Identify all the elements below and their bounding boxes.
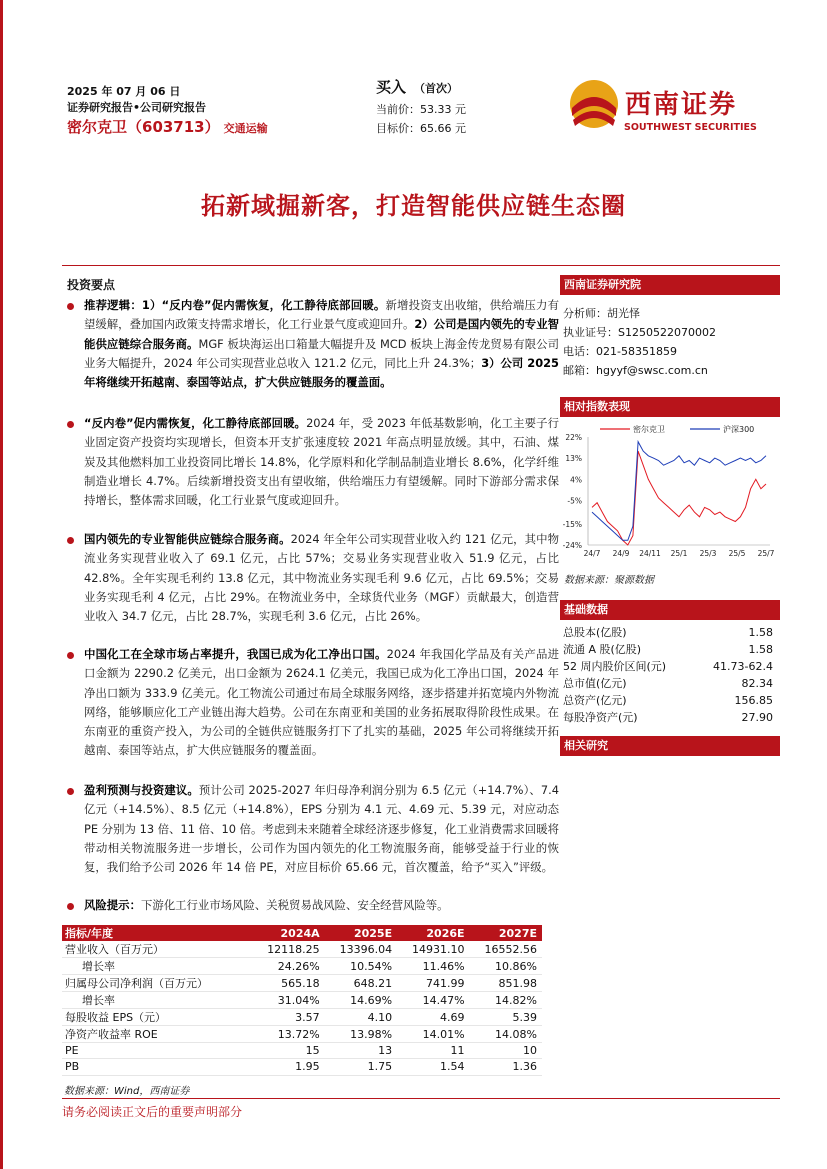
table-row — [62, 941, 542, 958]
bullet-dot-icon — [67, 537, 74, 544]
footer-divider — [62, 1098, 780, 1099]
basic-data-row — [563, 658, 773, 675]
basic-data-value: 1.58 — [748, 643, 773, 656]
table-cell: 14.82% — [470, 992, 542, 1009]
analyst-license: 执业证号：S1250522070002 — [563, 326, 716, 339]
company-name: 密尔克卫（603713） 交通运输 — [67, 118, 268, 136]
x-tick-label: 24/9 — [612, 549, 630, 558]
institute-header: 西南证券研究院 — [560, 275, 780, 295]
x-tick-label: 25/5 — [728, 549, 746, 558]
table-cell: 14.69% — [325, 992, 397, 1009]
table-row-label: 每股收益 EPS（元） — [62, 1009, 252, 1026]
table-cell: 1.54 — [397, 1059, 469, 1075]
table-row — [62, 1043, 542, 1059]
y-tick-label: 4% — [570, 475, 582, 485]
x-tick-label: 25/1 — [670, 549, 688, 558]
table-cell: 31.04% — [252, 992, 324, 1009]
basic-data-value: 1.58 — [748, 626, 773, 639]
table-cell: 11 — [397, 1043, 469, 1059]
table-cell: 10.54% — [325, 958, 397, 975]
analyst-phone: 电话：021-58351859 — [563, 345, 677, 358]
table-cell: 12118.25 — [252, 941, 324, 958]
table-cell: 14.47% — [397, 992, 469, 1009]
series-line-company — [592, 451, 766, 545]
bullet-item: 中国化工在全球市场占率提升，我国已成为化工净出口国。2024 年我国化学品及有关产品进口金额为 2290.2 亿美元，出口金额为 2624.1 亿美元，我国已成为化工净出口国，2024 年净出口额为 333.9 亿美元。化工物流公司通过布局全球服务网络，逐步搭建并拓宽境内外物流网络，能够顺应化工产业链出海大趋势。公司在东南亚和美国的业务拓展取得阶段性成果。在东南亚的重资产投入，为公司的全链供应链服务打下了扎实的基础，2025 年公司将继续开拓越南、泰国等站点，扩大供应链服务的覆盖面。 — [67, 645, 559, 761]
table-header-cell: 2026E — [397, 925, 469, 941]
bullet-item: 推荐逻辑：1）“反内卷”促内需恢复，化工静待底部回暖。新增投资支出收缩，供给端压力有望缓解，叠加国内政策支持需求增长，化工行业景气度或迎回升。2）公司是国内领先的专业智能供应链综合服务商。MGF 板块海运出口箱量大幅提升及 MCD 板块上海金传龙贸易有限公司业务大幅提升，2024 年公司实现营业总收入 121.2 亿元，同比上升 24.3%；3）公司 2025 年将继续开拓越南、泰国等站点，扩大供应链服务的覆盖面。 — [67, 296, 559, 392]
table-cell: 14.01% — [397, 1026, 469, 1043]
table-cell: 13396.04 — [325, 941, 397, 958]
table-cell: 16552.56 — [470, 941, 542, 958]
logo-text-cn: 西南证券 — [625, 90, 738, 120]
table-cell: 1.36 — [470, 1059, 542, 1075]
table-row — [62, 975, 542, 992]
title-divider — [62, 265, 780, 266]
y-tick-label: -15% — [562, 519, 582, 529]
series-line-index — [592, 442, 766, 541]
table-cell: 851.98 — [470, 975, 542, 992]
basic-data-value: 82.34 — [741, 677, 773, 690]
table-row-label: 净资产收益率 ROE — [62, 1026, 252, 1043]
financial-forecast-table — [62, 925, 542, 1076]
section-title: 投资要点 — [67, 278, 116, 292]
table-row-label: PE — [62, 1043, 252, 1059]
table-header-cell: 2024A — [252, 925, 324, 941]
legend-label: 密尔克卫 — [633, 425, 665, 434]
analyst-email: 邮箱：hgyyf@swsc.com.cn — [563, 364, 708, 377]
table-row — [62, 1009, 542, 1026]
x-tick-label: 24/7 — [583, 549, 601, 558]
table-cell: 10 — [470, 1043, 542, 1059]
basic-data-row — [563, 675, 773, 692]
target-price: 目标价：65.66 元 — [376, 122, 466, 135]
table-cell: 14.08% — [470, 1026, 542, 1043]
table-cell: 10.86% — [470, 958, 542, 975]
table-header-row — [62, 925, 542, 941]
basic-data-row — [563, 692, 773, 709]
report-date: 2025 年 07 月 06 日 — [67, 85, 181, 98]
bullet-dot-icon — [67, 421, 74, 428]
basic-data-key: 总市值(亿元) — [563, 677, 627, 690]
table-cell: 648.21 — [325, 975, 397, 992]
industry-label: 交通运输 — [223, 122, 268, 135]
table-row — [62, 1059, 542, 1075]
chart-source: 数据来源：聚源数据 — [564, 575, 654, 586]
table-row — [62, 1026, 542, 1043]
x-tick-label: 24/11 — [639, 549, 661, 558]
bullet-item: 国内领先的专业智能供应链综合服务商。2024 年全年公司实现营业收入约 121 亿元，其中物流业务实现营业收入了 69.1 亿元，占比 57%；交易业务实现营业收入 51.9 亿元，占比 42.8%。全年实现毛利约 13.8 亿元，其中物流业务实现毛利 9.6 亿元，占比 69.5%；交易业务实现毛利 4 亿元，占比 29%。在物流业务中，全球货代业务（MGF）贡献最大，创造营业收入 34.7 亿元，占比 28.7%，实现毛利 3.6 亿元，占比 26%。 — [67, 530, 559, 626]
table-row — [62, 992, 542, 1009]
bullet-dot-icon — [67, 903, 74, 910]
rating-box — [376, 76, 466, 138]
basic-data-key: 流通 A 股(亿股) — [563, 643, 642, 656]
analyst-name: 分析师：胡光怿 — [563, 307, 640, 320]
x-tick-label: 25/3 — [699, 549, 717, 558]
relative-index-chart — [558, 423, 780, 563]
basic-data-key: 每股净资产(元) — [563, 711, 638, 724]
bullet-dot-icon — [67, 788, 74, 795]
related-research-header: 相关研究 — [560, 736, 780, 756]
table-header-cell: 2025E — [325, 925, 397, 941]
bullet-dot-icon — [67, 652, 74, 659]
basic-data-row — [563, 709, 773, 726]
basic-data-value: 41.73-62.4 — [713, 660, 773, 673]
table-cell: 1.95 — [252, 1059, 324, 1075]
report-type: 证券研究报告•公司研究报告 — [67, 101, 207, 114]
table-cell: 1.75 — [325, 1059, 397, 1075]
table-source: 数据来源：Wind，西南证券 — [64, 1086, 190, 1097]
y-tick-label: -5% — [567, 496, 582, 506]
table-row-label: 营业收入（百万元） — [62, 941, 252, 958]
x-tick-label: 25/7 — [757, 549, 775, 558]
table-cell: 565.18 — [252, 975, 324, 992]
table-cell: 4.10 — [325, 1009, 397, 1026]
rating: 买入 （首次） — [376, 78, 459, 96]
table-cell: 3.57 — [252, 1009, 324, 1026]
current-price: 当前价：53.33 元 — [376, 103, 466, 116]
table-cell: 14931.10 — [397, 941, 469, 958]
table-row-label: 增长率 — [62, 992, 252, 1009]
table-cell: 13.72% — [252, 1026, 324, 1043]
basic-data-table — [563, 624, 773, 726]
bullet-item: 风险提示：下游化工行业市场风险、关税贸易战风险、安全经营风险等。 — [67, 896, 559, 915]
chart-header: 相对指数表现 — [560, 397, 780, 417]
table-cell: 13.98% — [325, 1026, 397, 1043]
legend-label: 沪深300 — [723, 425, 755, 434]
table-cell: 24.26% — [252, 958, 324, 975]
left-accent-bar — [0, 0, 3, 1169]
basic-data-row — [563, 624, 773, 641]
analyst-info — [563, 304, 716, 380]
bullet-item: 盈利预测与投资建议。预计公司 2025-2027 年归母净利润分别为 6.5 亿元（+14.7%）、7.4 亿元（+14.5%）、8.5 亿元（+14.8%），EPS 分别为 4.1 元、4.69 元、5.39 元，对应动态 PE 分别为 13 倍、11 倍、10 倍。考虑到未来随着全球经济逐步修复，化工业消费需求回暖将带动相关物流服务进一步增长，公司作为国内领先的化工物流服务商，能够受益于行业的恢复，我们给予公司 2026 年 14 倍 PE，对应目标价 65.66 元，首次覆盖，给予“买入”评级。 — [67, 781, 559, 877]
logo-text-en: SOUTHWEST SECURITIES — [624, 122, 757, 133]
table-row — [62, 958, 542, 975]
basic-data-value: 27.90 — [741, 711, 773, 724]
table-cell: 15 — [252, 1043, 324, 1059]
table-cell: 5.39 — [470, 1009, 542, 1026]
report-title: 拓新域掘新客，打造智能供应链生态圈 — [201, 192, 626, 220]
table-cell: 741.99 — [397, 975, 469, 992]
table-row-label: 归属母公司净利润（百万元） — [62, 975, 252, 992]
logo-emblem-icon — [567, 78, 621, 138]
table-cell: 13 — [325, 1043, 397, 1059]
brand-logo — [567, 78, 777, 138]
y-tick-label: -24% — [562, 541, 582, 550]
table-header-cell: 指标/年度 — [62, 925, 252, 941]
bullet-item: “反内卷”促内需恢复，化工静待底部回暖。2024 年，受 2023 年低基数影响，化工主要子行业固定资产投资均实现增长，但资本开支扩张速度较 2021 年高点明显放缓。其中，石油、煤炭及其他燃料加工业投资同比增长 14.8%，化学原料和化学制品制造业增长 8.6%，化学纤维制造业增长 4.7%。后续新增投资支出有望收缩，供给端压力有望缓解。同时下游部分需求保持增长，整体需求回暖，化工行业景气度或迎回升。 — [67, 414, 559, 510]
bullet-dot-icon — [67, 303, 74, 310]
basic-data-value: 156.85 — [734, 694, 773, 707]
basic-data-key: 总资产(亿元) — [563, 694, 627, 707]
table-row-label: PB — [62, 1059, 252, 1075]
basic-data-row — [563, 641, 773, 658]
report-header — [67, 84, 268, 140]
basic-data-key: 总股本(亿股) — [563, 626, 627, 639]
y-tick-label: 22% — [565, 433, 582, 442]
table-header-cell: 2027E — [470, 925, 542, 941]
table-cell: 11.46% — [397, 958, 469, 975]
basic-data-key: 52 周内股价区间(元) — [563, 660, 667, 673]
footer-disclaimer: 请务必阅读正文后的重要声明部分 — [62, 1105, 243, 1119]
table-row-label: 增长率 — [62, 958, 252, 975]
rating-note: （首次） — [414, 82, 459, 95]
basic-data-header: 基础数据 — [560, 600, 780, 620]
table-cell: 4.69 — [397, 1009, 469, 1026]
y-tick-label: 13% — [565, 454, 582, 464]
